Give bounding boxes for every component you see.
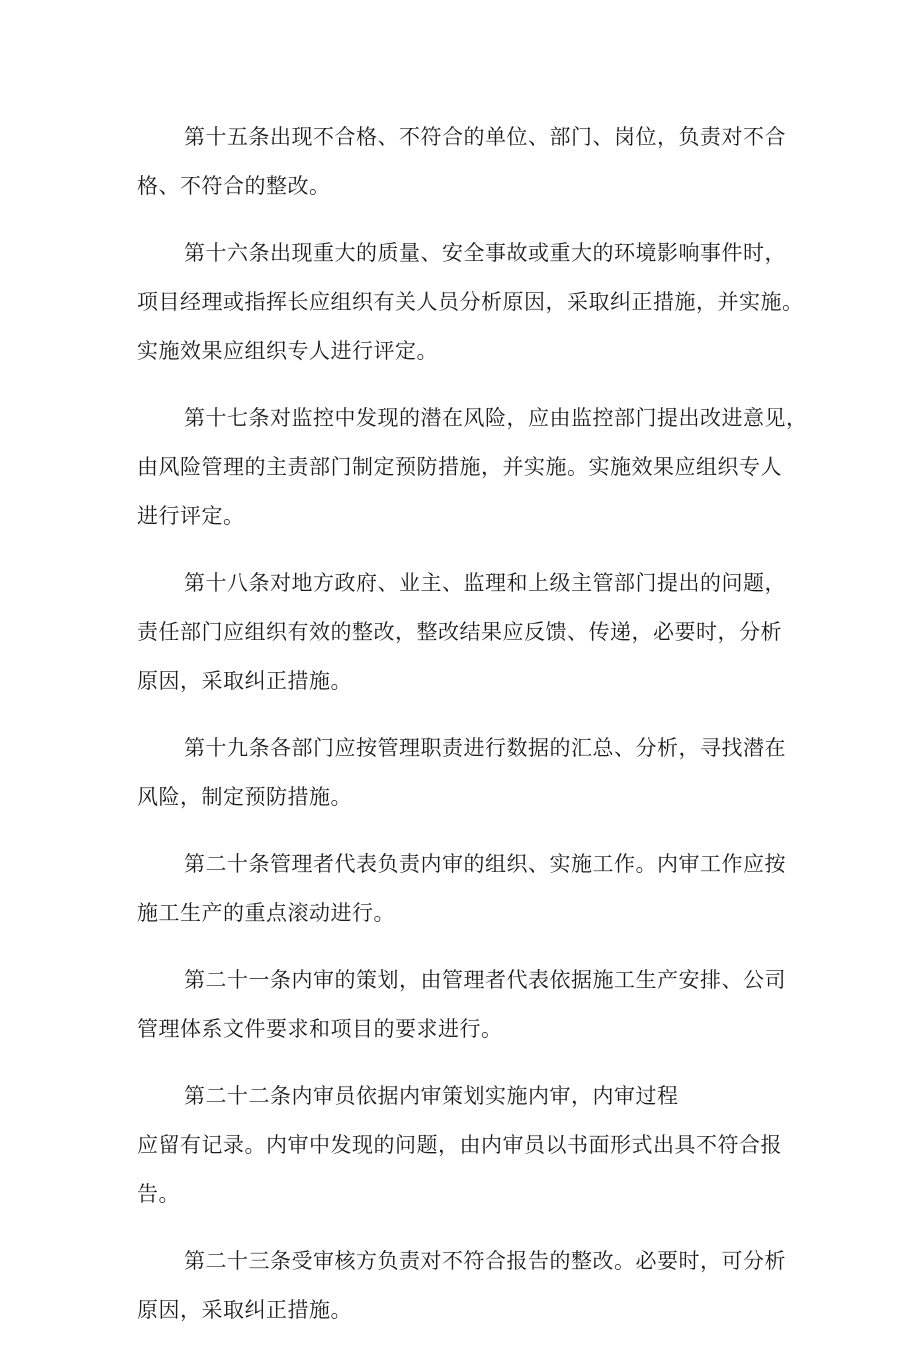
text-line: 进行评定。: [137, 504, 245, 528]
text-line: 第二十二条内审员依据内审策划实施内审，内审过程: [184, 1084, 679, 1108]
text-line: 应留有记录。内审中发现的问题，由内审员以书面形式出具不符合报: [137, 1133, 782, 1157]
article-22: [137, 1072, 797, 1219]
text-line: 第二十三条受审核方负责对不符合报告的整改。必要时，可分析: [184, 1249, 786, 1273]
article-16: [137, 229, 804, 376]
article-21: [137, 956, 797, 1054]
text-line: 告。: [137, 1182, 180, 1206]
text-line: 第二十一条内审的策划，由管理者代表依据施工生产安排、公司: [184, 968, 786, 992]
text-line: 第二十条管理者代表负责内审的组织、实施工作。内审工作应按: [184, 852, 786, 876]
text-line: 责任部门应组织有效的整改，整改结果应反馈、传递，必要时，分析: [137, 620, 782, 644]
document-body: [137, 113, 808, 1353]
article-17: [137, 394, 808, 541]
article-19: [137, 724, 797, 822]
article-20: [137, 840, 797, 938]
text-line: 第十五条出现不合格、不符合的单位、部门、岗位，负责对不合: [184, 125, 786, 149]
text-line: 施工生产的重点滚动进行。: [137, 901, 395, 925]
text-line: 项目经理或指挥长应组织有关人员分析原因，采取纠正措施，并实施。: [137, 290, 804, 314]
article-15: [137, 113, 797, 211]
text-line: 原因，采取纠正措施。: [137, 1298, 352, 1322]
text-line: 第十八条对地方政府、业主、监理和上级主管部门提出的问题，: [184, 571, 786, 595]
text-line: 第十九条各部门应按管理职责进行数据的汇总、分析，寻找潜在: [184, 736, 786, 760]
article-18: [137, 559, 797, 706]
text-line: 第十七条对监控中发现的潜在风险，应由监控部门提出改进意见，: [184, 406, 808, 430]
text-line: 由风险管理的主责部门制定预防措施，并实施。实施效果应组织专人: [137, 455, 782, 479]
text-line: 第十六条出现重大的质量、安全事故或重大的环境影响事件时，: [184, 241, 786, 265]
text-line: 管理体系文件要求和项目的要求进行。: [137, 1017, 503, 1041]
text-line: 实施效果应组织专人进行评定。: [137, 339, 438, 363]
article-23: [137, 1237, 797, 1335]
text-line: 格、不符合的整改。: [137, 174, 331, 198]
text-line: 原因，采取纠正措施。: [137, 669, 352, 693]
text-line: 风险，制定预防措施。: [137, 785, 352, 809]
